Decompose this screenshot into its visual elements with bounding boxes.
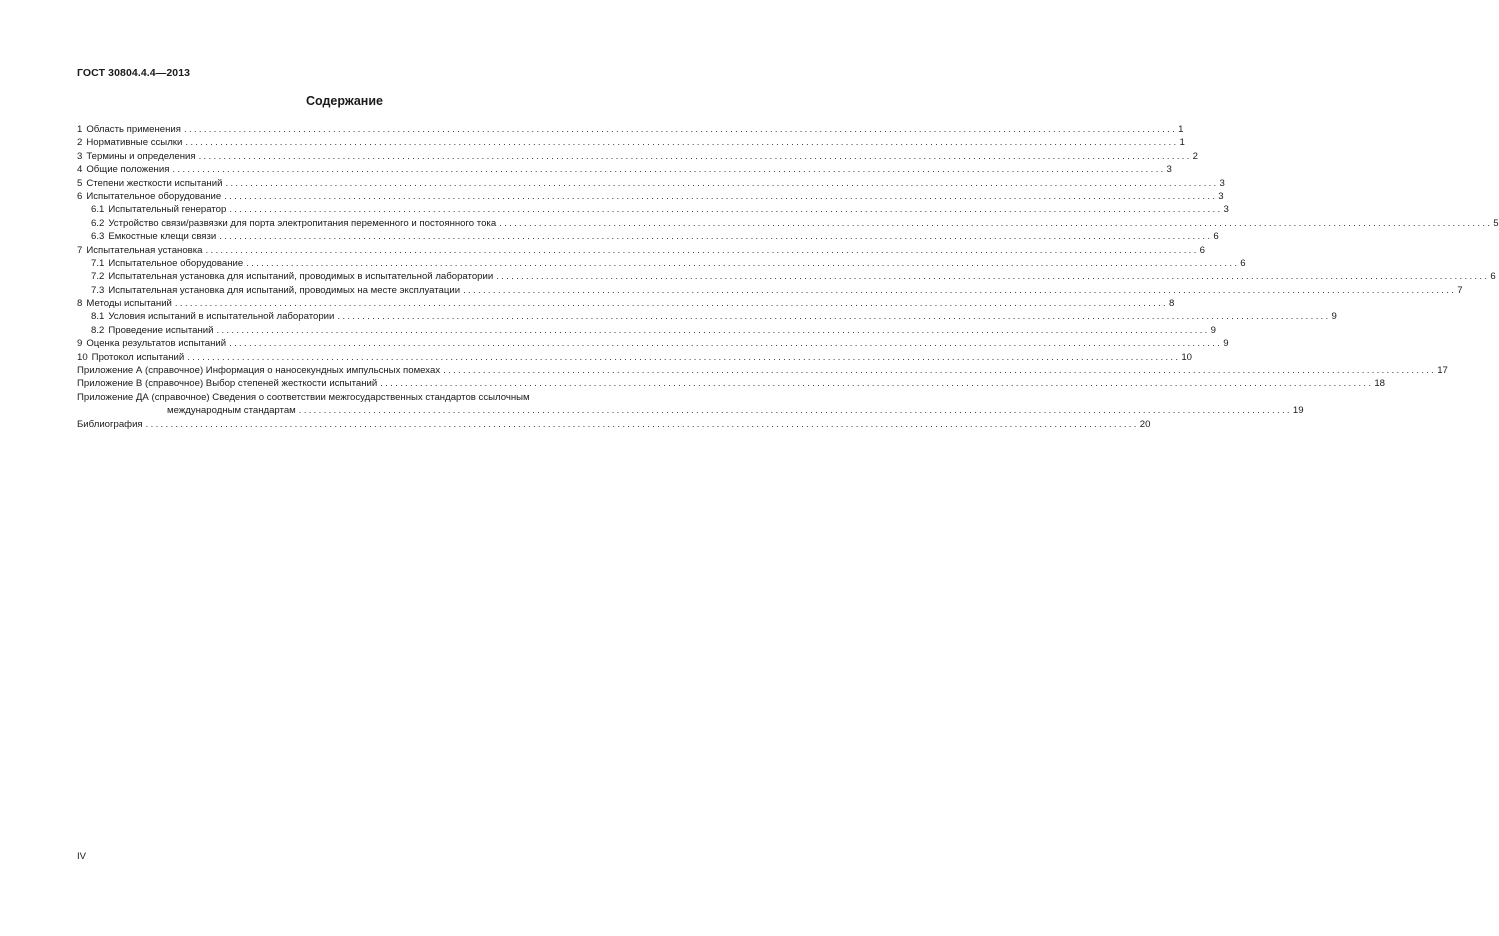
toc-entry-title: Термины и определения — [86, 150, 196, 162]
toc-entry-number: 8.1 — [91, 311, 105, 323]
toc-entry-page: 3 — [1166, 164, 1172, 176]
dot-leader: ........................................................................................................................................................................................................ — [224, 190, 1218, 202]
toc-entry-title: Испытательное оборудование — [86, 190, 222, 202]
dot-leader: ........................................................................................................................................................................................................ — [172, 164, 1166, 176]
toc-entry-number: 1 — [77, 124, 83, 135]
dot-leader: ........................................................................................................................................................................................................ — [463, 284, 1457, 296]
dot-leader: ........................................................................................................................................................................................................ — [205, 244, 1199, 256]
toc-entry-page: 6 — [1490, 271, 1496, 283]
toc-entry[interactable] — [77, 203, 1229, 216]
toc-entry-title: Степени жесткости испытаний — [86, 177, 223, 189]
toc-entry[interactable] — [77, 337, 1229, 350]
toc-entry-title: Приложение ДА (справочное) Сведения о соответствии межгосударственных стандартов ссылочным — [77, 391, 530, 403]
toc-entry-page: 3 — [1218, 190, 1224, 202]
toc-entry-title: Область применения — [86, 124, 181, 135]
toc-entry-page: 17 — [1437, 365, 1448, 377]
toc-entry-number: 6.2 — [91, 217, 105, 229]
toc-entry-title: Испытательное оборудование — [108, 257, 244, 269]
dot-leader: ........................................................................................................................................................................................................ — [298, 405, 1292, 417]
toc-entry[interactable] — [77, 377, 1385, 390]
toc-entry[interactable] — [77, 364, 1448, 377]
dot-leader: ........................................................................................................................................................................................................ — [145, 418, 1139, 430]
toc-entry-page: 1 — [1178, 124, 1184, 135]
toc-entry-title: Оценка результатов испытаний — [86, 338, 227, 350]
dot-leader: ........................................................................................................................................................................................................ — [198, 150, 1192, 162]
toc-title: Содержание — [305, 94, 383, 108]
toc-entry[interactable] — [77, 257, 1246, 270]
toc-entry[interactable] — [77, 177, 1225, 190]
dot-leader: ........................................................................................................................................................................................................ — [219, 231, 1213, 243]
toc-entry-title: Протокол испытаний — [91, 351, 185, 363]
toc-entry-number: 10 — [77, 351, 88, 363]
toc-entry-title: Испытательная установка для испытаний, проводимых в испытательной лаборатории — [108, 271, 494, 283]
toc-entry-annex-da[interactable] — [77, 391, 1304, 418]
toc-entry-title: Приложение А (справочное) Информация о наносекундных импульсных помехах — [77, 365, 441, 377]
toc-entry-page: 5 — [1493, 217, 1499, 229]
toc-entry[interactable] — [77, 324, 1216, 337]
toc-entry-title: Нормативные ссылки — [86, 137, 183, 149]
toc-entry-title: Емкостные клещи связи — [108, 231, 217, 243]
toc-entry-title-continued: международным стандартам — [167, 405, 296, 417]
toc-entry-page: 6 — [1199, 244, 1205, 256]
toc-entry[interactable] — [77, 136, 1185, 149]
toc-entry-page: 19 — [1292, 405, 1304, 417]
dot-leader: ........................................................................................................................................................................................................ — [183, 124, 1178, 135]
toc-entry-page: 3 — [1219, 177, 1225, 189]
toc-entry-title: Методы испытаний — [86, 298, 172, 310]
toc-entry[interactable] — [77, 190, 1224, 203]
dot-leader: ........................................................................................................................................................................................................ — [496, 271, 1490, 283]
toc-entry[interactable] — [77, 217, 1499, 230]
dot-leader: ........................................................................................................................................................................................................ — [246, 257, 1240, 269]
standard-code: ГОСТ 30804.4.4—2013 — [77, 67, 191, 79]
toc-entry-bibliography[interactable] — [77, 418, 1151, 431]
toc-entry-page: 6 — [1240, 257, 1246, 269]
toc-entry[interactable] — [77, 270, 1496, 283]
toc-entry-number: 8 — [77, 298, 83, 310]
toc-entry[interactable] — [77, 150, 1199, 163]
dot-leader: ........................................................................................................................................................................................................ — [229, 204, 1223, 216]
dot-leader: ........................................................................................................................................................................................................ — [380, 378, 1374, 390]
dot-leader: ........................................................................................................................................................................................................ — [499, 217, 1493, 229]
toc-entry-number: 2 — [77, 137, 83, 149]
toc-entry[interactable] — [77, 351, 1192, 364]
toc-entry-page: 9 — [1331, 311, 1337, 323]
toc-entry-page: 1 — [1179, 137, 1185, 149]
toc-entry-title: Общие положения — [86, 164, 170, 176]
toc-entry-title: Библиография — [77, 418, 143, 430]
toc-entry-number: 3 — [77, 150, 83, 162]
toc-entry-page: 3 — [1223, 204, 1229, 216]
toc-entry[interactable] — [77, 123, 1184, 136]
toc-entry-title: Устройство связи/развязки для порта электропитания переменного и постоянного тока — [108, 217, 497, 229]
toc-entry[interactable] — [77, 244, 1205, 257]
toc-entry-page: 8 — [1169, 298, 1175, 310]
toc-entry-title: Испытательная установка — [86, 244, 203, 256]
toc-entry-number: 5 — [77, 177, 83, 189]
toc-entry-page: 10 — [1181, 351, 1192, 363]
toc-entry-title: Условия испытаний в испытательной лаборатории — [108, 311, 335, 323]
toc-entry-number: 6.1 — [91, 204, 105, 216]
toc-entry-page: 6 — [1213, 231, 1219, 243]
toc-entry-title: Приложение В (справочное) Выбор степеней жесткости испытаний — [77, 378, 378, 390]
page-number: IV — [77, 851, 86, 862]
toc-entry-page: 20 — [1139, 418, 1151, 430]
dot-leader: ........................................................................................................................................................................................................ — [337, 311, 1331, 323]
toc-entry-number: 7 — [77, 244, 83, 256]
toc-entry[interactable] — [77, 310, 1337, 323]
dot-leader: ........................................................................................................................................................................................................ — [443, 365, 1437, 377]
toc-entry-title: Испытательный генератор — [108, 204, 227, 216]
toc-entry[interactable] — [77, 297, 1175, 310]
toc-entry-page: 2 — [1192, 150, 1199, 162]
dot-leader: ........................................................................................................................................................................................................ — [225, 177, 1219, 189]
toc-entry-number: 9 — [77, 338, 83, 350]
dot-leader: ........................................................................................................................................................................................................ — [185, 137, 1179, 149]
dot-leader: ........................................................................................................................................................................................................ — [174, 298, 1169, 310]
toc-entry[interactable] — [77, 230, 1219, 243]
dot-leader: ........................................................................................................................................................................................................ — [187, 351, 1181, 363]
toc-entry-number: 8.2 — [91, 324, 105, 336]
toc-entry-page: 9 — [1223, 338, 1229, 350]
toc-entry[interactable] — [77, 163, 1172, 176]
toc-entry-number: 6.3 — [91, 231, 105, 243]
toc-entry-number: 7.1 — [91, 257, 105, 269]
toc-entry-page: 18 — [1374, 378, 1385, 390]
dot-leader: ........................................................................................................................................................................................................ — [229, 338, 1223, 350]
toc-entry-number: 4 — [77, 164, 83, 176]
toc-entry-number: 6 — [77, 190, 83, 202]
toc-entry-number: 7.3 — [91, 284, 105, 296]
toc-entry-number: 7.2 — [91, 271, 105, 283]
toc-entry-page: 7 — [1457, 284, 1463, 296]
toc-entry-page: 9 — [1210, 324, 1216, 336]
table-of-contents — [77, 123, 1499, 431]
toc-entry[interactable] — [77, 284, 1463, 297]
dot-leader: ........................................................................................................................................................................................................ — [216, 324, 1210, 336]
toc-entry-title: Проведение испытаний — [108, 324, 214, 336]
toc-entry-title: Испытательная установка для испытаний, проводимых на месте эксплуатации — [108, 284, 461, 296]
